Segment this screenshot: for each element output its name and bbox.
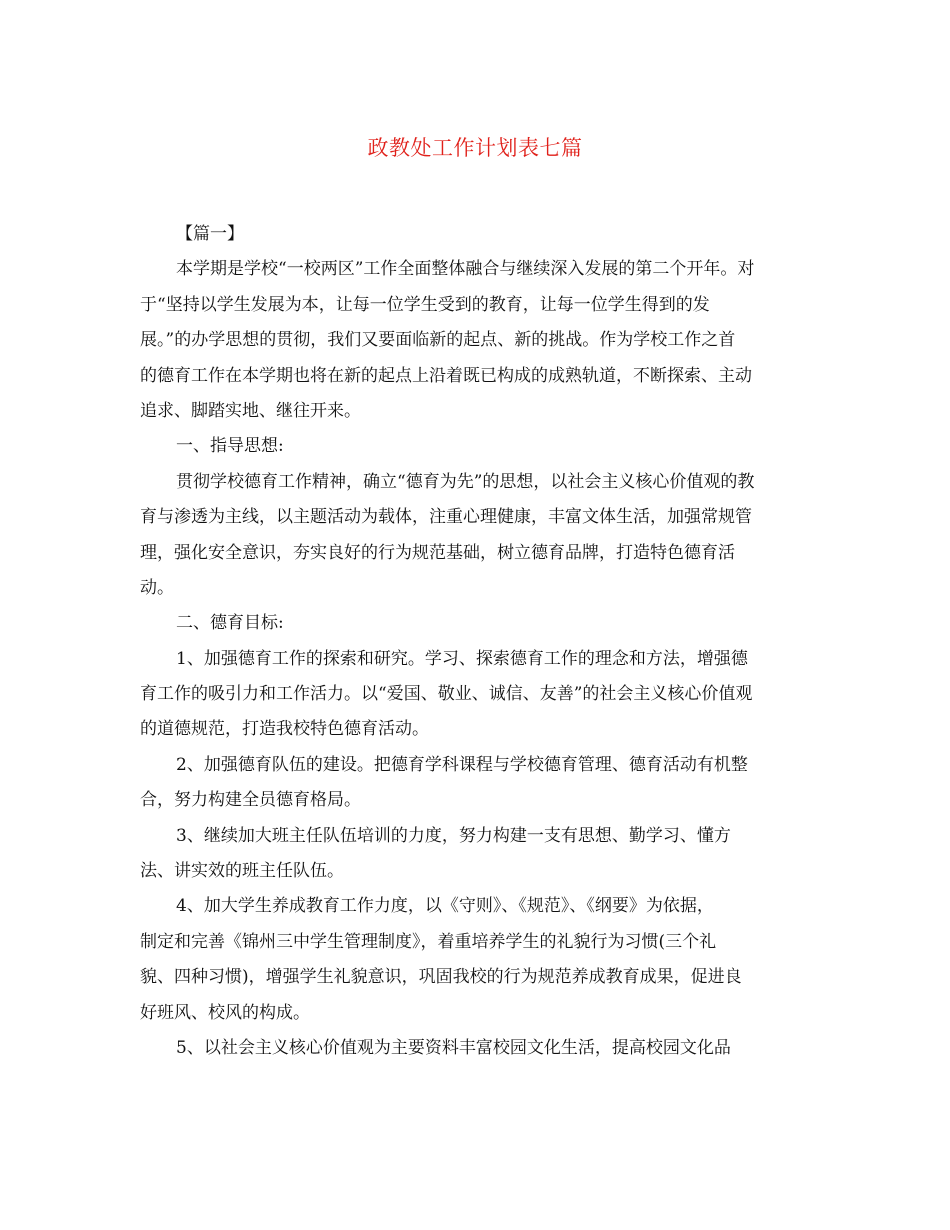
text-line: 合，努力构建全员德育格局。 — [140, 790, 361, 811]
text-line: 制定和完善《锦州三中学生管理制度》，着重培养学生的礼貌行为习惯(三个礼 — [140, 931, 717, 952]
text-line: 法、讲实效的班主任队伍。 — [140, 861, 344, 882]
text-line: 5、以社会主义核心价值观为主要资料丰富校园文化生活，提高校园文化品 — [176, 1037, 731, 1058]
text-line: 贯彻学校德育工作精神，确立“德育为先”的思想，以社会主义核心价值观的教 — [176, 471, 755, 492]
text-line: 2、加强德育队伍的建设。把德育学科课程与学校德育管理、德育活动有机整 — [176, 754, 748, 775]
text-line: 于“坚持以学生发展为本，让每一位学生受到的教育，让每一位学生得到的发 — [140, 294, 710, 315]
text-line: 好班风、校风的构成。 — [140, 1002, 310, 1023]
text-line: 动。 — [140, 577, 174, 598]
text-line: 育与渗透为主线，以主题活动为载体，注重心理健康，丰富文体生活，加强常规管 — [140, 507, 752, 528]
text-line: 展。”的办学思想的贯彻，我们又要面临新的起点、新的挑战。作为学校工作之首 — [140, 330, 736, 351]
text-line: 一、指导思想: — [176, 436, 284, 457]
text-line: 1、加强德育工作的探索和研究。学习、探索德育工作的理念和方法，增强德 — [176, 648, 748, 669]
text-line: 追求、脚踏实地、继往开来。 — [140, 400, 361, 421]
document-body — [140, 217, 812, 1066]
text-line: 的道德规范，打造我校特色德育活动。 — [140, 719, 429, 740]
text-line: 理，强化安全意识，夯实良好的行为规范基础，树立德育品牌，打造特色德育活 — [140, 542, 735, 563]
text-line: 4、加大学生养成教育工作力度，以《守则》、《规范》、《纲要》为依据， — [176, 896, 714, 917]
text-line: 二、德育目标: — [176, 613, 284, 634]
text-line: 本学期是学校“一校两区”工作全面整体融合与继续深入发展的第二个开年。对 — [176, 259, 755, 280]
text-line: 【篇一】 — [176, 224, 244, 244]
text-line: 貌、四种习惯)，增强学生礼貌意识，巩固我校的行为规范养成教育成果，促进良 — [140, 967, 742, 988]
text-line: 3、继续加大班主任队伍培训的力度，努力构建一支有思想、勤学习、懂方 — [176, 825, 731, 846]
document-title: 政教处工作计划表七篇 — [367, 136, 583, 160]
text-line: 的德育工作在本学期也将在新的起点上沿着既已构成的成熟轨道，不断探索、主动 — [140, 365, 752, 386]
text-line: 育工作的吸引力和工作活力。以“爱国、敬业、诚信、友善”的社会主义核心价值观 — [140, 684, 753, 705]
